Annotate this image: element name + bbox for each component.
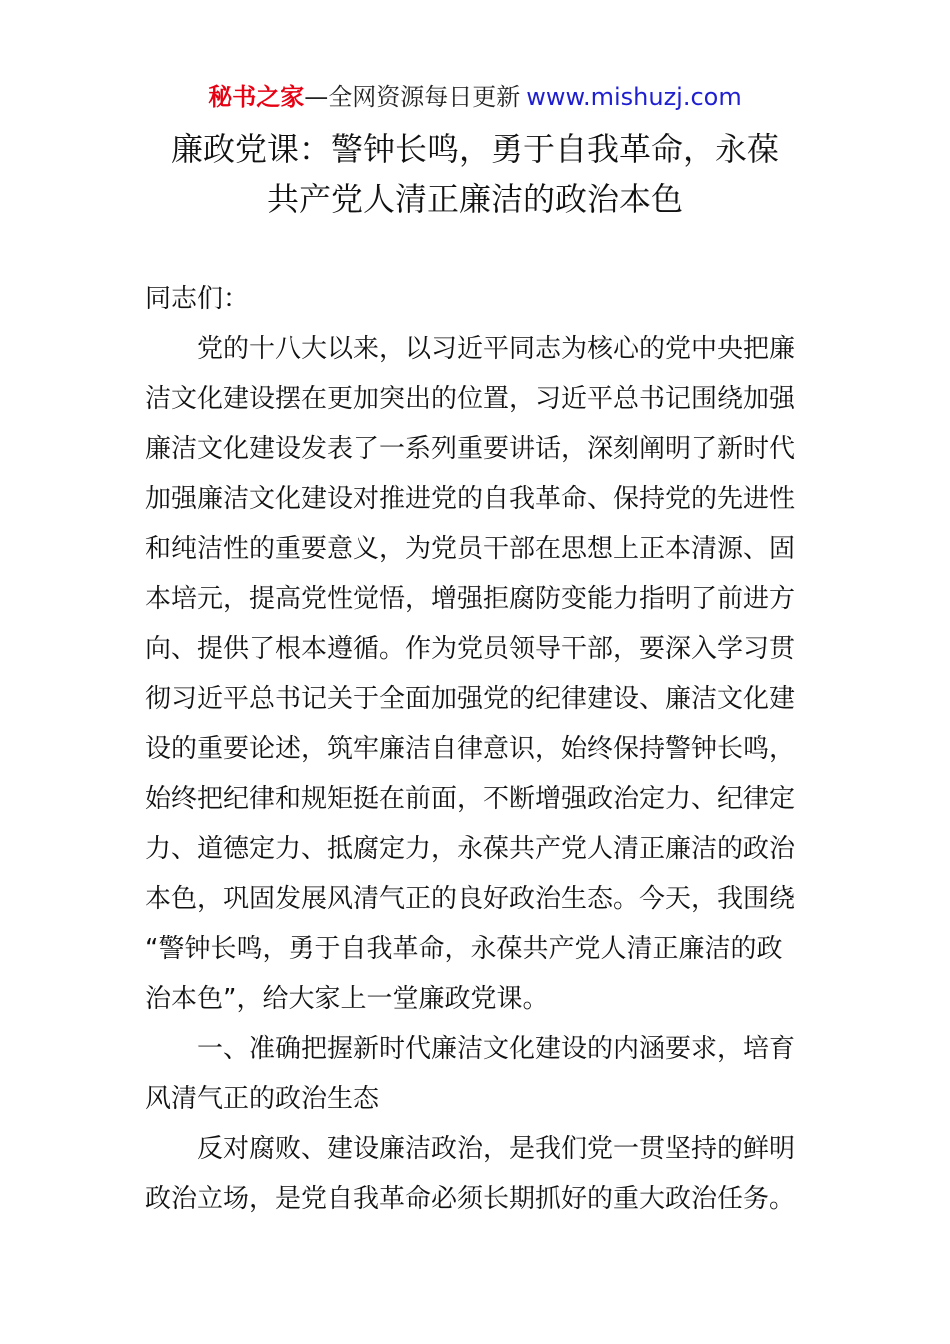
text-line: 始终把纪律和规矩挺在前面，不断增强政治定力、纪律定 xyxy=(145,784,796,814)
text-line: 党的十八大以来，以习近平同志为核心的党中央把廉 xyxy=(197,334,796,364)
text-line: 加强廉洁文化建设对推进党的自我革命、保持党的先进性 xyxy=(145,484,796,514)
text-line: 本色，巩固发展风清气正的良好政治生态。今天，我围绕 xyxy=(145,884,796,914)
text-line: 洁文化建设摆在更加突出的位置，习近平总书记围绕加强 xyxy=(145,384,796,414)
salutation: 同志们： xyxy=(145,284,250,314)
site-brand: 秘书之家 xyxy=(208,83,305,111)
document-body xyxy=(145,274,810,1224)
paragraph-1 xyxy=(145,324,810,1024)
text-line: 彻习近平总书记关于全面加强党的纪律建设、廉洁文化建 xyxy=(145,684,796,714)
paragraph-2 xyxy=(145,1124,810,1224)
text-line: 本培元，提高党性觉悟，增强拒腐防变能力指明了前进方 xyxy=(145,584,796,614)
text-line: 设的重要论述，筑牢廉洁自律意识，始终保持警钟长鸣， xyxy=(145,734,796,764)
text-line: 向、提供了根本遵循。作为党员领导干部，要深入学习贯 xyxy=(145,634,796,664)
heading-line: 风清气正的政治生态 xyxy=(145,1084,380,1114)
title-line-1: 廉政党课：警钟长鸣，勇于自我革命，永葆 xyxy=(170,130,779,168)
document-title xyxy=(0,124,950,224)
text-line: 廉洁文化建设发表了一系列重要讲话，深刻阐明了新时代 xyxy=(145,434,796,464)
text-line: 政治立场，是党自我革命必须长期抓好的重大政治任务。 xyxy=(145,1184,796,1214)
heading-line: 一、准确把握新时代廉洁文化建设的内涵要求，培育 xyxy=(197,1034,796,1064)
site-url-link[interactable]: www.mishuzj.com xyxy=(526,83,742,111)
text-line: 治本色”，给大家上一堂廉政党课。 xyxy=(145,984,549,1014)
section-heading-1 xyxy=(145,1024,810,1124)
site-tagline: —全网资源每日更新 xyxy=(304,83,521,111)
text-line: “警钟长鸣，勇于自我革命，永葆共产党人清正廉洁的政 xyxy=(145,934,783,964)
text-line: 和纯洁性的重要意义，为党员干部在思想上正本清源、固 xyxy=(145,534,796,564)
text-line: 力、道德定力、抵腐定力，永葆共产党人清正廉洁的政治 xyxy=(145,834,796,864)
title-line-2: 共产党人清正廉洁的政治本色 xyxy=(266,180,683,218)
text-line: 反对腐败、建设廉洁政治，是我们党一贯坚持的鲜明 xyxy=(197,1134,796,1164)
site-header xyxy=(0,80,950,114)
